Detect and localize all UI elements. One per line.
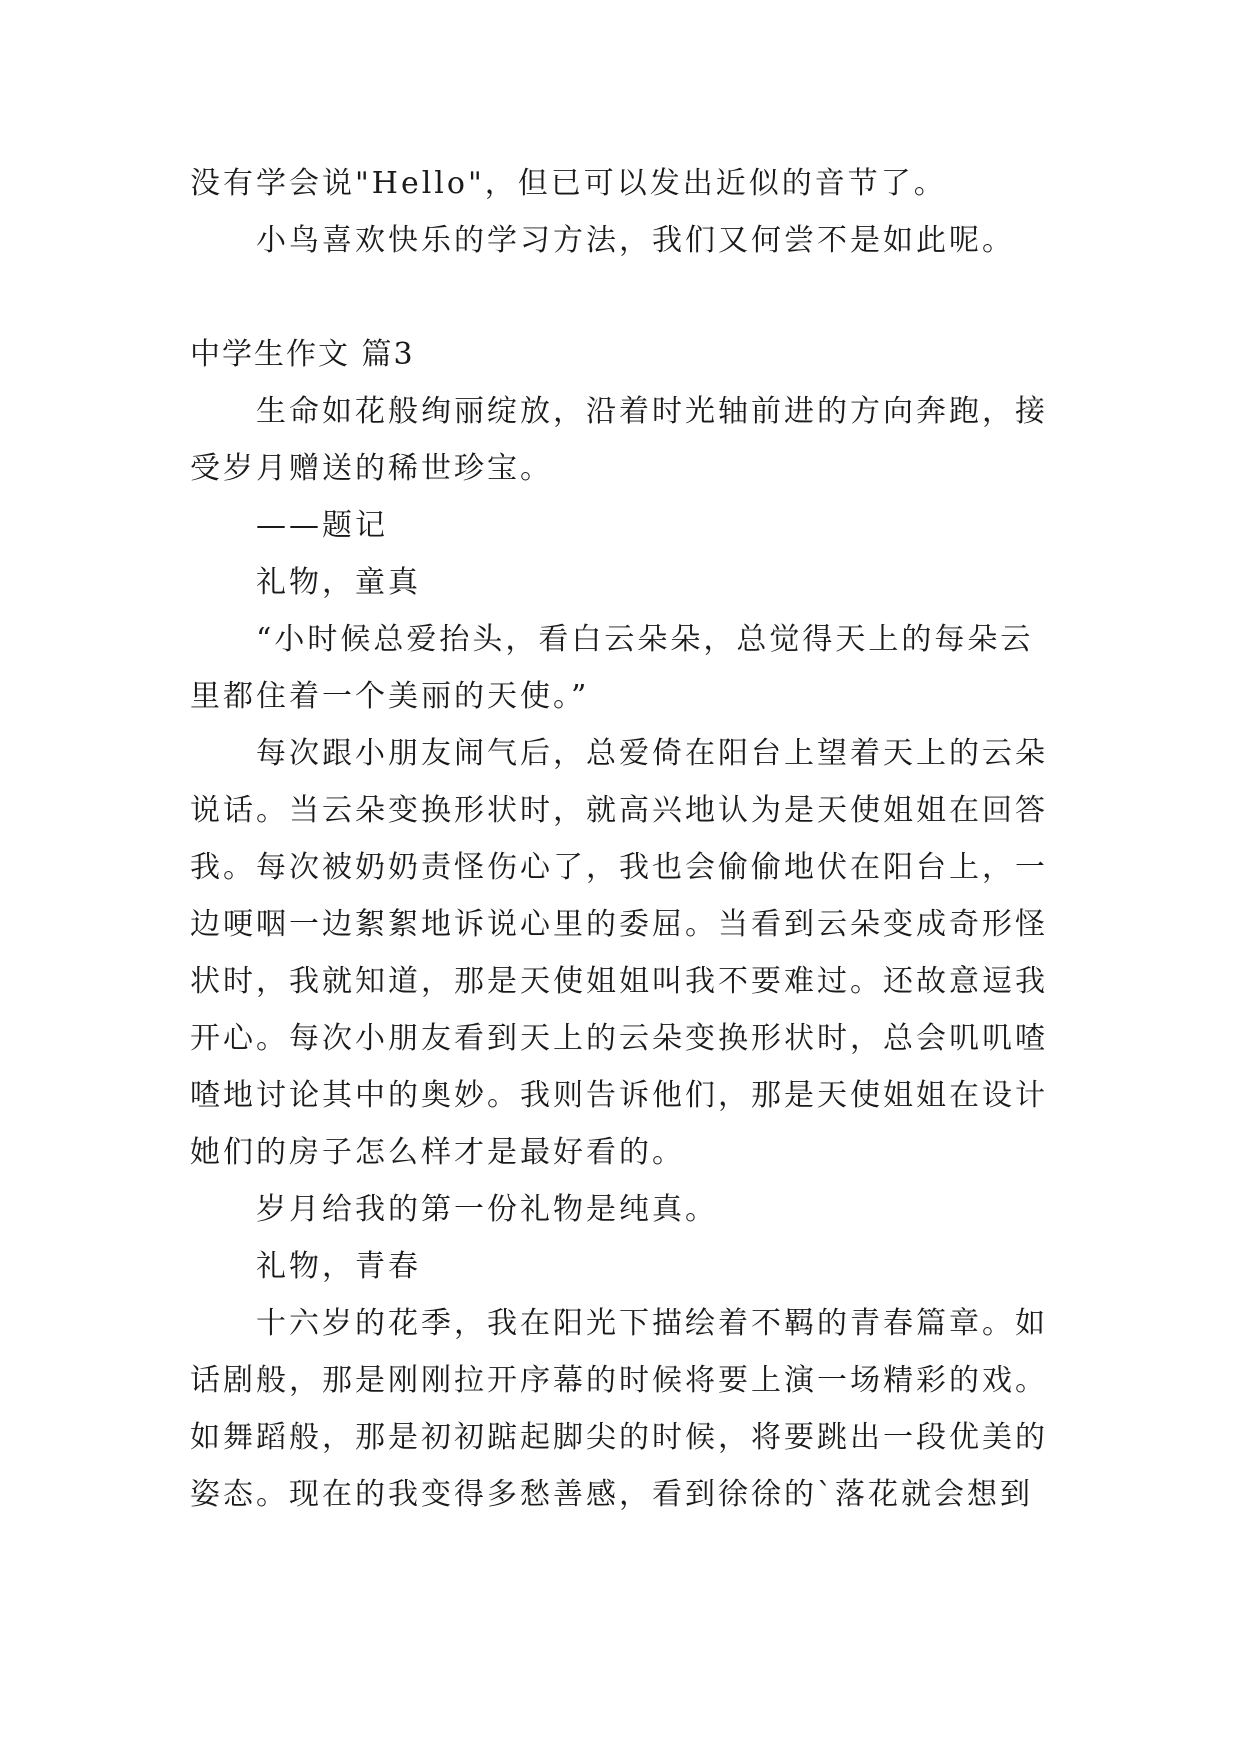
text-line: 边哽咽一边絮絮地诉说心里的委屈。当看到云朵变成奇形怪 xyxy=(190,907,1048,942)
text-line: 开心。每次小朋友看到天上的云朵变换形状时，总会叽叽喳 xyxy=(190,1021,1048,1056)
text-line: 每次跟小朋友闹气后，总爱倚在阳台上望着天上的云朵 xyxy=(256,736,1048,771)
epigraph-attribution: ——题记 xyxy=(256,508,388,543)
text-line: 岁月给我的第一份礼物是纯真。 xyxy=(256,1192,718,1227)
paragraph-gap xyxy=(190,269,1070,326)
text-line: 如舞蹈般，那是初初踮起脚尖的时候，将要跳出一段优美的 xyxy=(190,1420,1048,1455)
text-line: “小时候总爱抬头，看白云朵朵，总觉得天上的每朵云 xyxy=(256,622,1034,657)
text-line: 小鸟喜欢快乐的学习方法，我们又何尝不是如此呢。 xyxy=(256,223,1015,258)
text-line: 话剧般，那是刚刚拉开序幕的时候将要上演一场精彩的戏。 xyxy=(190,1363,1048,1398)
text-line: 我。每次被奶奶责怪伤心了，我也会偷偷地伏在阳台上，一 xyxy=(190,850,1048,885)
subheading: 礼物，童真 xyxy=(256,565,421,600)
text-line: 她们的房子怎么样才是最好看的。 xyxy=(190,1135,685,1170)
text-line: 十六岁的花季，我在阳光下描绘着不羁的青春篇章。如 xyxy=(256,1306,1048,1341)
section-heading: 中学生作文 篇3 xyxy=(190,337,415,372)
text-line: 没有学会说"Hello"，但已可以发出近似的音节了。 xyxy=(190,166,947,201)
text-line: 说话。当云朵变换形状时，就高兴地认为是天使姐姐在回答 xyxy=(190,793,1048,828)
text-line: 状时，我就知道，那是天使姐姐叫我不要难过。还故意逗我 xyxy=(190,964,1048,999)
text-line: 姿态。现在的我变得多愁善感，看到徐徐的`落花就会想到 xyxy=(190,1477,1033,1512)
text-line: 里都住着一个美丽的天使。” xyxy=(190,679,590,714)
text-line: 受岁月赠送的稀世珍宝。 xyxy=(190,451,553,486)
subheading: 礼物，青春 xyxy=(256,1249,421,1284)
text-line: 喳地讨论其中的奥妙。我则告诉他们，那是天使姐姐在设计 xyxy=(190,1078,1048,1113)
text-line: 生命如花般绚丽绽放，沿着时光轴前进的方向奔跑，接 xyxy=(256,394,1048,429)
document-body xyxy=(190,155,1070,1523)
